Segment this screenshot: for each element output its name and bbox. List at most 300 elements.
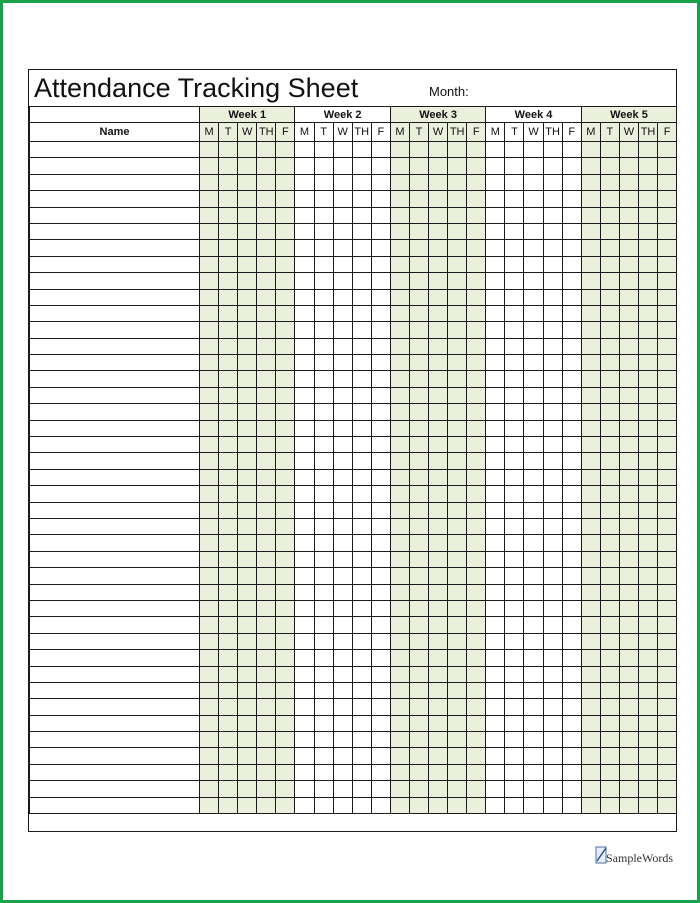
attendance-cell[interactable] — [562, 551, 581, 567]
attendance-cell[interactable] — [257, 404, 276, 420]
attendance-cell[interactable] — [409, 273, 428, 289]
attendance-cell[interactable] — [257, 535, 276, 551]
attendance-cell[interactable] — [448, 535, 467, 551]
attendance-cell[interactable] — [276, 256, 295, 272]
attendance-cell[interactable] — [257, 191, 276, 207]
attendance-cell[interactable] — [467, 338, 486, 354]
attendance-cell[interactable] — [581, 322, 600, 338]
attendance-cell[interactable] — [448, 699, 467, 715]
attendance-cell[interactable] — [219, 420, 238, 436]
attendance-cell[interactable] — [352, 666, 371, 682]
attendance-cell[interactable] — [619, 764, 638, 780]
attendance-cell[interactable] — [371, 256, 390, 272]
attendance-cell[interactable] — [409, 223, 428, 239]
attendance-cell[interactable] — [658, 551, 677, 567]
attendance-cell[interactable] — [600, 371, 619, 387]
attendance-cell[interactable] — [543, 568, 562, 584]
attendance-cell[interactable] — [314, 240, 333, 256]
attendance-cell[interactable] — [581, 748, 600, 764]
attendance-cell[interactable] — [600, 617, 619, 633]
attendance-cell[interactable] — [295, 584, 314, 600]
attendance-cell[interactable] — [409, 715, 428, 731]
attendance-cell[interactable] — [562, 387, 581, 403]
attendance-cell[interactable] — [238, 158, 257, 174]
attendance-cell[interactable] — [600, 191, 619, 207]
attendance-cell[interactable] — [505, 142, 524, 158]
attendance-cell[interactable] — [390, 633, 409, 649]
attendance-cell[interactable] — [257, 732, 276, 748]
attendance-cell[interactable] — [658, 568, 677, 584]
attendance-cell[interactable] — [314, 699, 333, 715]
attendance-cell[interactable] — [524, 568, 543, 584]
attendance-cell[interactable] — [505, 305, 524, 321]
attendance-cell[interactable] — [219, 142, 238, 158]
attendance-cell[interactable] — [658, 502, 677, 518]
attendance-cell[interactable] — [486, 748, 505, 764]
attendance-cell[interactable] — [619, 748, 638, 764]
attendance-cell[interactable] — [600, 650, 619, 666]
attendance-cell[interactable] — [333, 437, 352, 453]
attendance-cell[interactable] — [333, 142, 352, 158]
attendance-cell[interactable] — [390, 568, 409, 584]
attendance-cell[interactable] — [638, 289, 657, 305]
name-cell[interactable] — [30, 420, 200, 436]
attendance-cell[interactable] — [295, 453, 314, 469]
attendance-cell[interactable] — [448, 420, 467, 436]
attendance-cell[interactable] — [505, 453, 524, 469]
attendance-cell[interactable] — [638, 781, 657, 797]
attendance-cell[interactable] — [409, 207, 428, 223]
attendance-cell[interactable] — [486, 502, 505, 518]
attendance-cell[interactable] — [390, 748, 409, 764]
attendance-cell[interactable] — [429, 584, 448, 600]
name-cell[interactable] — [30, 174, 200, 190]
attendance-cell[interactable] — [238, 584, 257, 600]
attendance-cell[interactable] — [638, 322, 657, 338]
attendance-cell[interactable] — [619, 699, 638, 715]
attendance-cell[interactable] — [390, 158, 409, 174]
attendance-cell[interactable] — [314, 338, 333, 354]
attendance-cell[interactable] — [352, 158, 371, 174]
name-cell[interactable] — [30, 633, 200, 649]
attendance-cell[interactable] — [562, 518, 581, 534]
attendance-cell[interactable] — [448, 502, 467, 518]
attendance-cell[interactable] — [486, 584, 505, 600]
attendance-cell[interactable] — [467, 273, 486, 289]
attendance-cell[interactable] — [276, 453, 295, 469]
attendance-cell[interactable] — [390, 469, 409, 485]
attendance-cell[interactable] — [371, 666, 390, 682]
attendance-cell[interactable] — [257, 174, 276, 190]
attendance-cell[interactable] — [581, 600, 600, 616]
attendance-cell[interactable] — [371, 289, 390, 305]
attendance-cell[interactable] — [448, 142, 467, 158]
attendance-cell[interactable] — [448, 600, 467, 616]
attendance-cell[interactable] — [467, 650, 486, 666]
attendance-cell[interactable] — [314, 764, 333, 780]
attendance-cell[interactable] — [276, 584, 295, 600]
attendance-cell[interactable] — [409, 158, 428, 174]
attendance-cell[interactable] — [200, 732, 219, 748]
attendance-cell[interactable] — [562, 502, 581, 518]
attendance-cell[interactable] — [352, 453, 371, 469]
attendance-cell[interactable] — [333, 207, 352, 223]
attendance-cell[interactable] — [524, 338, 543, 354]
attendance-cell[interactable] — [276, 174, 295, 190]
name-cell[interactable] — [30, 682, 200, 698]
attendance-cell[interactable] — [314, 486, 333, 502]
attendance-cell[interactable] — [352, 551, 371, 567]
attendance-cell[interactable] — [486, 158, 505, 174]
attendance-cell[interactable] — [352, 404, 371, 420]
attendance-cell[interactable] — [333, 305, 352, 321]
attendance-cell[interactable] — [276, 682, 295, 698]
attendance-cell[interactable] — [276, 715, 295, 731]
attendance-cell[interactable] — [238, 191, 257, 207]
attendance-cell[interactable] — [505, 600, 524, 616]
attendance-cell[interactable] — [352, 256, 371, 272]
attendance-cell[interactable] — [467, 600, 486, 616]
attendance-cell[interactable] — [200, 600, 219, 616]
attendance-cell[interactable] — [600, 732, 619, 748]
name-cell[interactable] — [30, 748, 200, 764]
attendance-cell[interactable] — [543, 289, 562, 305]
name-cell[interactable] — [30, 256, 200, 272]
attendance-cell[interactable] — [619, 633, 638, 649]
attendance-cell[interactable] — [429, 453, 448, 469]
attendance-cell[interactable] — [600, 764, 619, 780]
attendance-cell[interactable] — [467, 158, 486, 174]
attendance-cell[interactable] — [467, 568, 486, 584]
attendance-cell[interactable] — [219, 682, 238, 698]
attendance-cell[interactable] — [257, 469, 276, 485]
attendance-cell[interactable] — [600, 502, 619, 518]
attendance-cell[interactable] — [524, 584, 543, 600]
name-cell[interactable] — [30, 666, 200, 682]
attendance-cell[interactable] — [581, 502, 600, 518]
name-cell[interactable] — [30, 797, 200, 813]
attendance-cell[interactable] — [619, 584, 638, 600]
attendance-cell[interactable] — [238, 305, 257, 321]
attendance-cell[interactable] — [562, 617, 581, 633]
attendance-cell[interactable] — [333, 273, 352, 289]
attendance-cell[interactable] — [638, 486, 657, 502]
attendance-cell[interactable] — [314, 650, 333, 666]
attendance-cell[interactable] — [409, 404, 428, 420]
attendance-cell[interactable] — [543, 682, 562, 698]
attendance-cell[interactable] — [276, 699, 295, 715]
attendance-cell[interactable] — [429, 699, 448, 715]
attendance-cell[interactable] — [390, 256, 409, 272]
attendance-cell[interactable] — [581, 289, 600, 305]
attendance-cell[interactable] — [314, 256, 333, 272]
attendance-cell[interactable] — [429, 240, 448, 256]
attendance-cell[interactable] — [505, 568, 524, 584]
name-cell[interactable] — [30, 387, 200, 403]
attendance-cell[interactable] — [333, 666, 352, 682]
attendance-cell[interactable] — [429, 355, 448, 371]
attendance-cell[interactable] — [581, 420, 600, 436]
attendance-cell[interactable] — [562, 600, 581, 616]
attendance-cell[interactable] — [638, 682, 657, 698]
attendance-cell[interactable] — [448, 223, 467, 239]
attendance-cell[interactable] — [295, 748, 314, 764]
attendance-cell[interactable] — [505, 502, 524, 518]
attendance-cell[interactable] — [295, 142, 314, 158]
attendance-cell[interactable] — [562, 650, 581, 666]
attendance-cell[interactable] — [467, 486, 486, 502]
attendance-cell[interactable] — [219, 502, 238, 518]
name-cell[interactable] — [30, 158, 200, 174]
attendance-cell[interactable] — [295, 518, 314, 534]
name-cell[interactable] — [30, 486, 200, 502]
attendance-cell[interactable] — [448, 174, 467, 190]
attendance-cell[interactable] — [352, 535, 371, 551]
attendance-cell[interactable] — [257, 420, 276, 436]
attendance-cell[interactable] — [200, 584, 219, 600]
attendance-cell[interactable] — [314, 666, 333, 682]
attendance-cell[interactable] — [467, 535, 486, 551]
attendance-cell[interactable] — [333, 371, 352, 387]
attendance-cell[interactable] — [333, 633, 352, 649]
attendance-cell[interactable] — [581, 551, 600, 567]
attendance-cell[interactable] — [638, 584, 657, 600]
attendance-cell[interactable] — [371, 715, 390, 731]
attendance-cell[interactable] — [352, 600, 371, 616]
attendance-cell[interactable] — [619, 191, 638, 207]
attendance-cell[interactable] — [200, 748, 219, 764]
attendance-cell[interactable] — [448, 764, 467, 780]
attendance-cell[interactable] — [409, 781, 428, 797]
attendance-cell[interactable] — [390, 453, 409, 469]
attendance-cell[interactable] — [658, 469, 677, 485]
attendance-cell[interactable] — [276, 305, 295, 321]
attendance-cell[interactable] — [505, 699, 524, 715]
attendance-cell[interactable] — [219, 289, 238, 305]
attendance-cell[interactable] — [543, 453, 562, 469]
attendance-cell[interactable] — [619, 437, 638, 453]
attendance-cell[interactable] — [200, 420, 219, 436]
attendance-cell[interactable] — [524, 404, 543, 420]
attendance-cell[interactable] — [505, 715, 524, 731]
attendance-cell[interactable] — [333, 404, 352, 420]
attendance-cell[interactable] — [333, 486, 352, 502]
attendance-cell[interactable] — [219, 453, 238, 469]
attendance-cell[interactable] — [448, 617, 467, 633]
attendance-cell[interactable] — [638, 420, 657, 436]
attendance-cell[interactable] — [276, 223, 295, 239]
attendance-cell[interactable] — [448, 732, 467, 748]
attendance-cell[interactable] — [352, 420, 371, 436]
attendance-cell[interactable] — [486, 732, 505, 748]
attendance-cell[interactable] — [409, 174, 428, 190]
attendance-cell[interactable] — [562, 240, 581, 256]
attendance-cell[interactable] — [448, 650, 467, 666]
attendance-cell[interactable] — [619, 371, 638, 387]
attendance-cell[interactable] — [257, 764, 276, 780]
name-cell[interactable] — [30, 142, 200, 158]
attendance-cell[interactable] — [581, 305, 600, 321]
attendance-cell[interactable] — [295, 486, 314, 502]
attendance-cell[interactable] — [276, 666, 295, 682]
attendance-cell[interactable] — [429, 338, 448, 354]
attendance-cell[interactable] — [524, 174, 543, 190]
attendance-cell[interactable] — [238, 650, 257, 666]
attendance-cell[interactable] — [505, 256, 524, 272]
attendance-cell[interactable] — [371, 322, 390, 338]
attendance-cell[interactable] — [371, 223, 390, 239]
attendance-cell[interactable] — [257, 699, 276, 715]
attendance-cell[interactable] — [658, 289, 677, 305]
attendance-cell[interactable] — [486, 682, 505, 698]
attendance-cell[interactable] — [238, 797, 257, 813]
attendance-cell[interactable] — [295, 617, 314, 633]
attendance-cell[interactable] — [486, 240, 505, 256]
attendance-cell[interactable] — [333, 355, 352, 371]
attendance-cell[interactable] — [409, 371, 428, 387]
attendance-cell[interactable] — [638, 142, 657, 158]
attendance-cell[interactable] — [238, 207, 257, 223]
attendance-cell[interactable] — [276, 732, 295, 748]
attendance-cell[interactable] — [219, 715, 238, 731]
attendance-cell[interactable] — [543, 551, 562, 567]
name-cell[interactable] — [30, 715, 200, 731]
attendance-cell[interactable] — [467, 633, 486, 649]
name-cell[interactable] — [30, 781, 200, 797]
attendance-cell[interactable] — [524, 158, 543, 174]
attendance-cell[interactable] — [219, 732, 238, 748]
attendance-cell[interactable] — [238, 699, 257, 715]
attendance-cell[interactable] — [352, 355, 371, 371]
attendance-cell[interactable] — [276, 240, 295, 256]
attendance-cell[interactable] — [390, 191, 409, 207]
attendance-cell[interactable] — [276, 322, 295, 338]
attendance-cell[interactable] — [486, 764, 505, 780]
attendance-cell[interactable] — [390, 502, 409, 518]
attendance-cell[interactable] — [371, 568, 390, 584]
attendance-cell[interactable] — [295, 764, 314, 780]
attendance-cell[interactable] — [333, 715, 352, 731]
attendance-cell[interactable] — [448, 158, 467, 174]
attendance-cell[interactable] — [314, 142, 333, 158]
name-cell[interactable] — [30, 223, 200, 239]
attendance-cell[interactable] — [562, 420, 581, 436]
attendance-cell[interactable] — [200, 699, 219, 715]
attendance-cell[interactable] — [581, 633, 600, 649]
attendance-cell[interactable] — [219, 223, 238, 239]
attendance-cell[interactable] — [486, 453, 505, 469]
attendance-cell[interactable] — [467, 387, 486, 403]
attendance-cell[interactable] — [619, 404, 638, 420]
attendance-cell[interactable] — [200, 518, 219, 534]
attendance-cell[interactable] — [295, 289, 314, 305]
attendance-cell[interactable] — [390, 174, 409, 190]
attendance-cell[interactable] — [295, 240, 314, 256]
attendance-cell[interactable] — [448, 486, 467, 502]
attendance-cell[interactable] — [600, 584, 619, 600]
attendance-cell[interactable] — [581, 682, 600, 698]
attendance-cell[interactable] — [219, 764, 238, 780]
attendance-cell[interactable] — [219, 322, 238, 338]
attendance-cell[interactable] — [352, 764, 371, 780]
attendance-cell[interactable] — [352, 240, 371, 256]
attendance-cell[interactable] — [619, 682, 638, 698]
attendance-cell[interactable] — [658, 273, 677, 289]
attendance-cell[interactable] — [200, 355, 219, 371]
attendance-cell[interactable] — [200, 207, 219, 223]
attendance-cell[interactable] — [219, 437, 238, 453]
attendance-cell[interactable] — [409, 305, 428, 321]
attendance-cell[interactable] — [619, 142, 638, 158]
attendance-cell[interactable] — [562, 732, 581, 748]
name-cell[interactable] — [30, 568, 200, 584]
attendance-cell[interactable] — [467, 551, 486, 567]
attendance-cell[interactable] — [486, 469, 505, 485]
attendance-cell[interactable] — [600, 273, 619, 289]
attendance-cell[interactable] — [257, 322, 276, 338]
attendance-cell[interactable] — [257, 256, 276, 272]
attendance-cell[interactable] — [314, 781, 333, 797]
attendance-cell[interactable] — [429, 305, 448, 321]
attendance-cell[interactable] — [658, 387, 677, 403]
attendance-cell[interactable] — [200, 666, 219, 682]
attendance-cell[interactable] — [600, 240, 619, 256]
attendance-cell[interactable] — [638, 223, 657, 239]
attendance-cell[interactable] — [295, 207, 314, 223]
attendance-cell[interactable] — [562, 191, 581, 207]
attendance-cell[interactable] — [658, 699, 677, 715]
attendance-cell[interactable] — [257, 437, 276, 453]
attendance-cell[interactable] — [467, 682, 486, 698]
attendance-cell[interactable] — [486, 699, 505, 715]
attendance-cell[interactable] — [429, 142, 448, 158]
attendance-cell[interactable] — [638, 797, 657, 813]
attendance-cell[interactable] — [257, 551, 276, 567]
attendance-cell[interactable] — [429, 748, 448, 764]
attendance-cell[interactable] — [467, 699, 486, 715]
attendance-cell[interactable] — [581, 666, 600, 682]
attendance-cell[interactable] — [352, 191, 371, 207]
attendance-cell[interactable] — [467, 437, 486, 453]
attendance-cell[interactable] — [276, 551, 295, 567]
attendance-cell[interactable] — [524, 748, 543, 764]
attendance-cell[interactable] — [238, 666, 257, 682]
attendance-cell[interactable] — [486, 338, 505, 354]
attendance-cell[interactable] — [390, 142, 409, 158]
attendance-cell[interactable] — [581, 355, 600, 371]
attendance-cell[interactable] — [200, 797, 219, 813]
attendance-cell[interactable] — [257, 289, 276, 305]
attendance-cell[interactable] — [314, 174, 333, 190]
attendance-cell[interactable] — [543, 518, 562, 534]
attendance-cell[interactable] — [238, 633, 257, 649]
attendance-cell[interactable] — [390, 322, 409, 338]
attendance-cell[interactable] — [600, 453, 619, 469]
attendance-cell[interactable] — [390, 420, 409, 436]
attendance-cell[interactable] — [295, 732, 314, 748]
attendance-cell[interactable] — [467, 371, 486, 387]
attendance-cell[interactable] — [524, 666, 543, 682]
attendance-cell[interactable] — [314, 568, 333, 584]
attendance-cell[interactable] — [505, 650, 524, 666]
attendance-cell[interactable] — [467, 207, 486, 223]
attendance-cell[interactable] — [257, 502, 276, 518]
attendance-cell[interactable] — [543, 437, 562, 453]
attendance-cell[interactable] — [409, 699, 428, 715]
attendance-cell[interactable] — [638, 174, 657, 190]
attendance-cell[interactable] — [658, 748, 677, 764]
attendance-cell[interactable] — [619, 207, 638, 223]
